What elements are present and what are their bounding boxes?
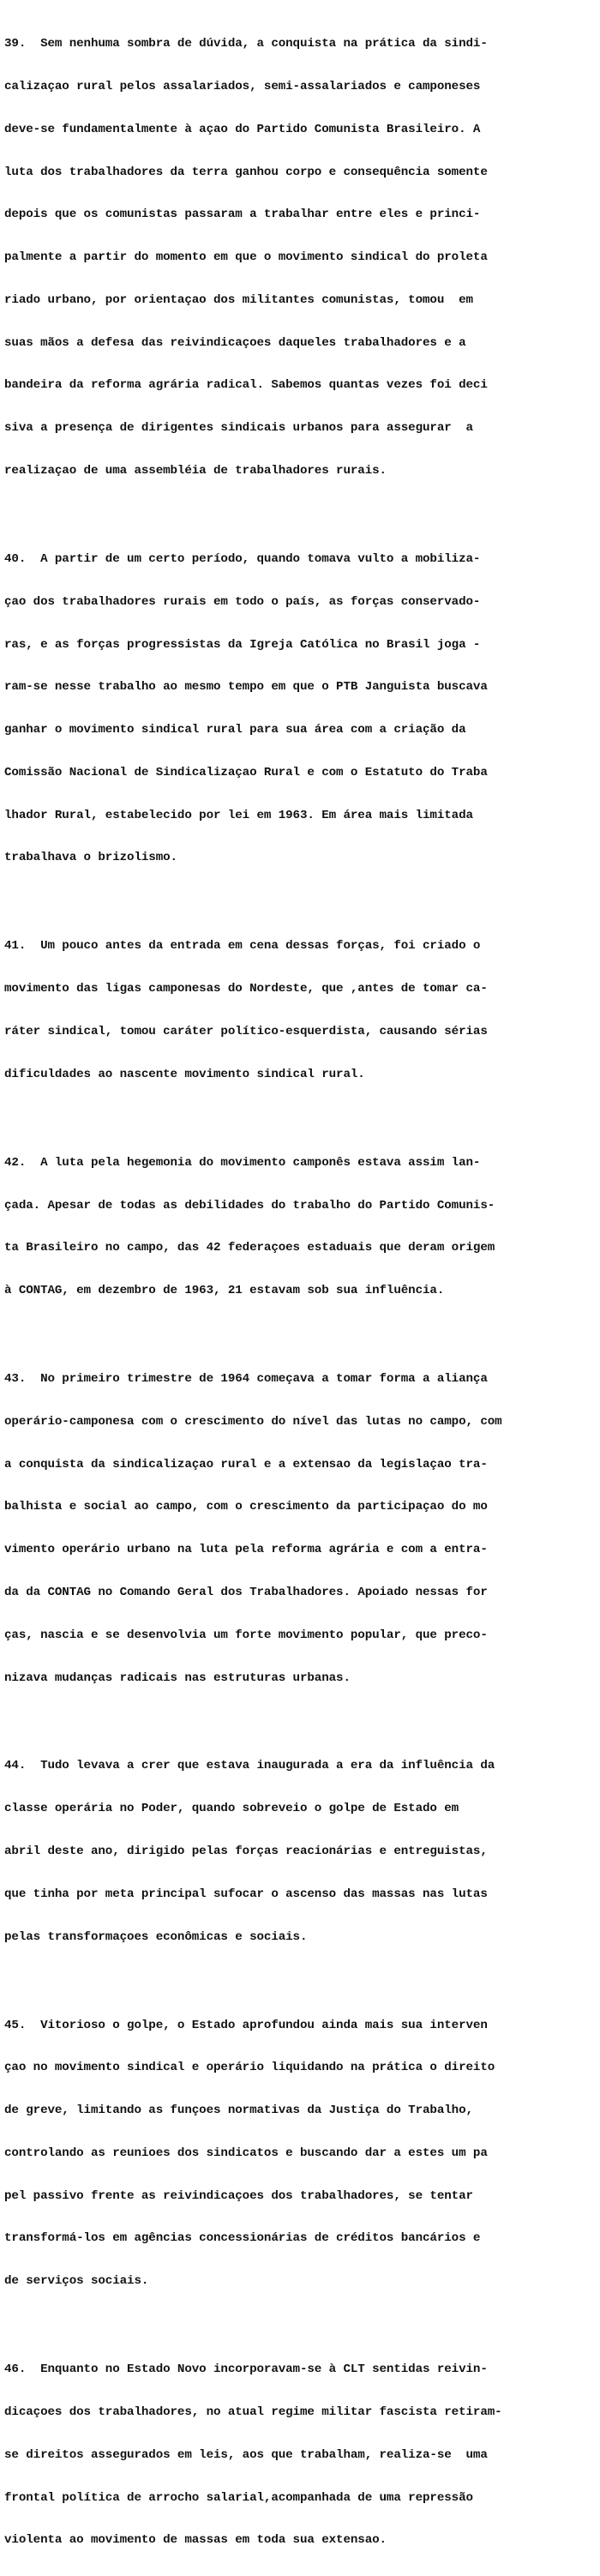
text-line: pelas transformaçoes econômicas e sociais.	[4, 1929, 308, 1944]
text-line: que tinha por meta principal sufocar o ascenso das massas nas lutas	[4, 1887, 488, 1901]
text-line: deve-se fundamentalmente à açao do Partido Comunista Brasileiro. A	[4, 122, 481, 136]
text-line: se direitos assegurados em leis, aos que trabalham, realiza-se uma	[4, 2447, 488, 2462]
text-line: movimento das ligas camponesas do Nordeste, que ,antes de tomar ca-	[4, 982, 488, 996]
text-line: transformá-los em agências concessionárias de créditos bancários e	[4, 2231, 481, 2246]
text-line: ram-se nesse trabalho ao mesmo tempo em que o PTB Janguista buscava	[4, 680, 488, 695]
paragraph-40	[4, 524, 593, 894]
text-line: lhador Rural, estabelecido por lei em 1963. Em área mais limitada	[4, 808, 473, 822]
text-line: ta Brasileiro no campo, das 42 federaçoes estaduais que deram origem	[4, 1241, 495, 1255]
text-line: Comissão Nacional de Sindicalizaçao Rural e com o Estatuto do Traba	[4, 765, 488, 779]
text-line: dicaçoes dos trabalhadores, no atual regime militar fascista retiram-	[4, 2405, 502, 2419]
text-line: çao no movimento sindical e operário liquidando na prática o direito	[4, 2061, 495, 2075]
text-line: controlando as reunioes dos sindicatos e buscando dar a estes um pa	[4, 2146, 488, 2160]
text-line: riado urbano, por orientaçao dos militantes comunistas, tomou em	[4, 292, 473, 307]
text-line: frontal política de arrocho salarial,acompanhada de uma repressão	[4, 2490, 473, 2505]
text-line: a conquista da sindicalizaçao rural e a extensao da legislaçao tra-	[4, 1457, 488, 1472]
text-line: violenta ao movimento de massas em toda sua extensao.	[4, 2533, 387, 2548]
text-line: ças, nascia e se desenvolvia um forte movimento popular, que preco-	[4, 1628, 488, 1642]
paragraph-42	[4, 1128, 593, 1327]
text-line: 44. Tudo levava a crer que estava inaugurada a era da influência da	[4, 1759, 495, 1773]
text-line: realizaçao de uma assembléia de trabalhadores rurais.	[4, 464, 387, 478]
text-line: operário-camponesa com o crescimento do nível das lutas no campo, com	[4, 1414, 502, 1429]
text-line: 43. No primeiro trimestre de 1964 começava a tomar forma a aliança	[4, 1372, 488, 1387]
text-line: à CONTAG, em dezembro de 1963, 21 estavam sob sua influência.	[4, 1284, 445, 1298]
text-line: dificuldades ao nascente movimento sindical rural.	[4, 1067, 365, 1081]
text-line: pel passivo frente as reivindicaçoes dos trabalhadores, se tentar	[4, 2188, 473, 2203]
paragraph-44	[4, 1730, 593, 1972]
text-line: çada. Apesar de todas as debilidades do trabalho do Partido Comunis-	[4, 1198, 495, 1213]
text-line: palmente a partir do momento em que o movimento sindical do proleta	[4, 250, 488, 265]
text-line: classe operária no Poder, quando sobreveio o golpe de Estado em	[4, 1802, 459, 1816]
paragraph-45	[4, 1989, 593, 2317]
text-line: vimento operário urbano na luta pela reforma agrária e com a entra-	[4, 1543, 488, 1557]
text-line: calizaçao rural pelos assalariados, semi-assalariados e camponeses	[4, 79, 481, 93]
text-line: trabalhava o brizolismo.	[4, 851, 177, 865]
text-line: 40. A partir de um certo período, quando tomava vulto a mobiliza-	[4, 551, 481, 566]
paragraph-46	[4, 2334, 593, 2576]
text-line: 41. Um pouco antes da entrada em cena dessas forças, foi criado o	[4, 939, 481, 954]
text-line: de serviços sociais.	[4, 2274, 149, 2289]
text-line: balhista e social ao campo, com o crescimento da participaçao do mo	[4, 1500, 488, 1514]
text-line: ras, e as forças progressistas da Igreja Católica no Brasil joga -	[4, 637, 481, 652]
text-line: abril deste ano, dirigido pelas forças reacionárias e entreguistas,	[4, 1845, 488, 1859]
text-line: depois que os comunistas passaram a trabalhar entre eles e princi-	[4, 208, 481, 222]
text-line: 46. Enquanto no Estado Novo incorporavam-se à CLT sentidas reivin-	[4, 2362, 488, 2377]
paragraph-41	[4, 911, 593, 1110]
text-line: ganhar o movimento sindical rural para sua área com a criação da	[4, 723, 466, 737]
text-line: luta dos trabalhadores da terra ganhou corpo e consequência somente	[4, 165, 488, 179]
text-line: 39. Sem nenhuma sombra de dúvida, a conquista na prática da sindi-	[4, 37, 488, 51]
paragraph-39	[4, 9, 593, 507]
text-line: çao dos trabalhadores rurais em todo o país, as forças conservado-	[4, 594, 481, 609]
text-line: da da CONTAG no Comando Geral dos Trabalhadores. Apoiado nessas for	[4, 1585, 488, 1599]
text-line: bandeira da reforma agrária radical. Sabemos quantas vezes foi deci	[4, 378, 488, 393]
paragraph-43	[4, 1344, 593, 1713]
text-line: 45. Vitorioso o golpe, o Estado aprofundou ainda mais sua interven	[4, 2018, 488, 2032]
text-line: suas mãos a defesa das reivindicaçoes daqueles trabalhadores e a	[4, 335, 466, 350]
text-line: 42. A luta pela hegemonia do movimento camponês estava assim lan-	[4, 1155, 481, 1170]
text-line: de greve, limitando as funçoes normativas da Justiça do Trabalho,	[4, 2104, 473, 2118]
text-line: ráter sindical, tomou caráter político-esquerdista, causando sérias	[4, 1024, 488, 1038]
text-line: nizava mudanças radicais nas estruturas urbanas.	[4, 1670, 351, 1685]
text-line: siva a presença de dirigentes sindicais urbanos para assegurar a	[4, 421, 473, 436]
